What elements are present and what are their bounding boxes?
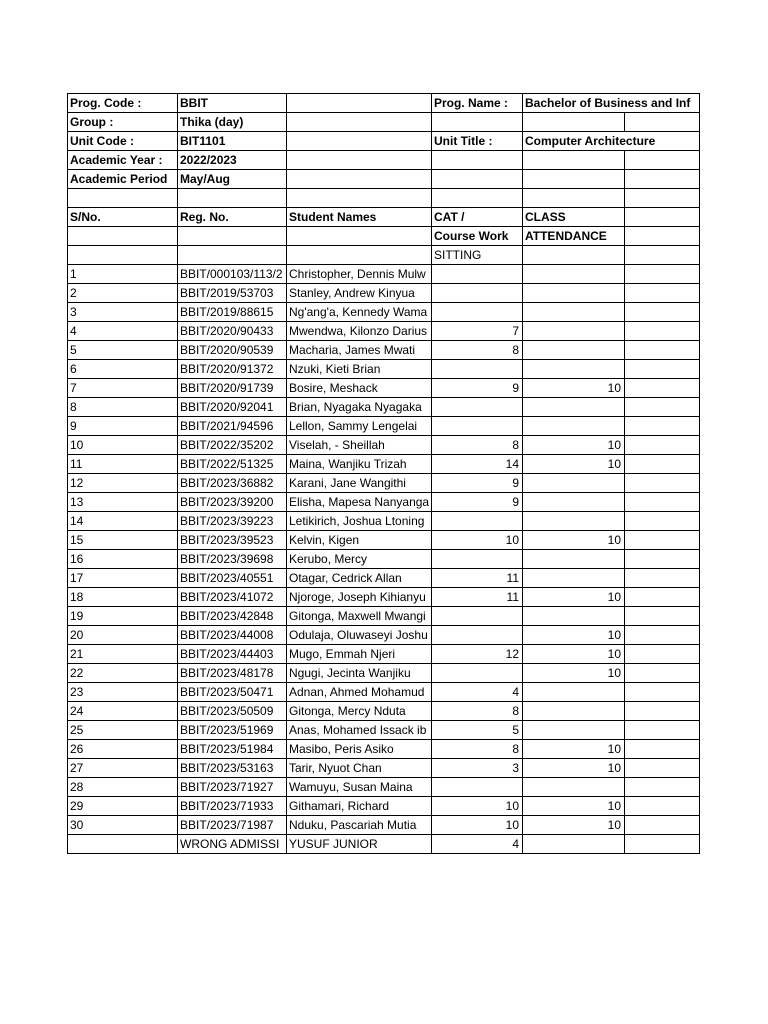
- empty-cell: [625, 303, 700, 322]
- cat-score-cell: [432, 417, 523, 436]
- student-name-cell: Letikirich, Joshua Ltoning: [287, 512, 432, 531]
- empty-cell: [625, 550, 700, 569]
- unit-row: [68, 132, 700, 151]
- cat-header-line2: Course Work: [432, 227, 523, 246]
- attendance-cell: [523, 303, 625, 322]
- empty-cell: [287, 246, 432, 265]
- student-row: [68, 493, 700, 512]
- prog-name-value: Bachelor of Business and Inf: [523, 94, 700, 113]
- attendance-cell: [523, 322, 625, 341]
- cat-score-cell: 8: [432, 436, 523, 455]
- attendance-cell: 10: [523, 797, 625, 816]
- empty-cell: [625, 702, 700, 721]
- attendance-cell: 10: [523, 436, 625, 455]
- cat-score-cell: 10: [432, 797, 523, 816]
- student-name-cell: Macharia, James Mwati: [287, 341, 432, 360]
- empty-cell: [625, 360, 700, 379]
- sno-cell: 22: [68, 664, 178, 683]
- attendance-cell: [523, 493, 625, 512]
- student-row: [68, 778, 700, 797]
- empty-cell: [625, 512, 700, 531]
- empty-cell: [625, 322, 700, 341]
- student-row: [68, 360, 700, 379]
- cat-score-cell: 5: [432, 721, 523, 740]
- attendance-cell: [523, 550, 625, 569]
- student-row: [68, 740, 700, 759]
- empty-cell: [625, 113, 700, 132]
- cat-score-cell: 9: [432, 379, 523, 398]
- student-row: [68, 512, 700, 531]
- student-name-cell: Maina, Wanjiku Trizah: [287, 455, 432, 474]
- empty-cell: [625, 797, 700, 816]
- student-row: [68, 797, 700, 816]
- sno-cell: 3: [68, 303, 178, 322]
- unit-title-value: Computer Architecture: [523, 132, 700, 151]
- academic-period-label: Academic Period: [68, 170, 178, 189]
- student-row: [68, 664, 700, 683]
- empty-cell: [523, 170, 625, 189]
- empty-cell: [432, 189, 523, 208]
- empty-cell: [178, 246, 287, 265]
- student-name-cell: Tarir, Nyuot Chan: [287, 759, 432, 778]
- student-name-cell: Githamari, Richard: [287, 797, 432, 816]
- student-row: [68, 588, 700, 607]
- student-row: [68, 284, 700, 303]
- student-row: [68, 721, 700, 740]
- reg-no-header: Reg. No.: [178, 208, 287, 227]
- attendance-cell: 10: [523, 379, 625, 398]
- student-name-cell: Nduku, Pascariah Mutia: [287, 816, 432, 835]
- reg-no-cell: BBIT/2020/91372: [178, 360, 287, 379]
- empty-cell: [625, 284, 700, 303]
- empty-cell: [625, 379, 700, 398]
- attendance-cell: 10: [523, 531, 625, 550]
- student-name-cell: Odulaja, Oluwaseyi Joshu: [287, 626, 432, 645]
- student-name-cell: Anas, Mohamed Issack ib: [287, 721, 432, 740]
- empty-cell: [523, 189, 625, 208]
- empty-cell: [625, 721, 700, 740]
- cat-score-cell: [432, 626, 523, 645]
- empty-cell: [432, 170, 523, 189]
- student-row: [68, 265, 700, 284]
- student-name-cell: Nzuki, Kieti Brian: [287, 360, 432, 379]
- reg-no-cell: BBIT/2023/50471: [178, 683, 287, 702]
- student-name-cell: Christopher, Dennis Mulw: [287, 265, 432, 284]
- attendance-cell: [523, 721, 625, 740]
- empty-cell: [625, 227, 700, 246]
- student-row: [68, 379, 700, 398]
- reg-no-cell: BBIT/2019/88615: [178, 303, 287, 322]
- academic-year-value: 2022/2023: [178, 151, 287, 170]
- column-header-row-1: [68, 208, 700, 227]
- cat-score-cell: 8: [432, 702, 523, 721]
- reg-no-cell: BBIT/2020/90433: [178, 322, 287, 341]
- empty-cell: [287, 170, 432, 189]
- student-name-cell: Stanley, Andrew Kinyua: [287, 284, 432, 303]
- reg-no-cell: BBIT/2023/36882: [178, 474, 287, 493]
- cat-score-cell: [432, 607, 523, 626]
- cat-score-cell: [432, 265, 523, 284]
- empty-cell: [625, 683, 700, 702]
- empty-cell: [625, 265, 700, 284]
- cat-score-cell: 10: [432, 531, 523, 550]
- sno-cell: 4: [68, 322, 178, 341]
- sno-cell: 5: [68, 341, 178, 360]
- empty-cell: [625, 626, 700, 645]
- cat-score-cell: 4: [432, 683, 523, 702]
- student-name-cell: Karani, Jane Wangithi: [287, 474, 432, 493]
- empty-cell: [523, 246, 625, 265]
- attendance-cell: [523, 683, 625, 702]
- student-row: [68, 626, 700, 645]
- reg-no-cell: BBIT/2022/51325: [178, 455, 287, 474]
- reg-no-cell: BBIT/000103/113/2: [178, 265, 287, 284]
- cat-score-cell: 7: [432, 322, 523, 341]
- student-name-cell: Gitonga, Maxwell Mwangi: [287, 607, 432, 626]
- empty-cell: [287, 94, 432, 113]
- empty-cell: [625, 531, 700, 550]
- class-header-line2: ATTENDANCE: [523, 227, 625, 246]
- sno-header: S/No.: [68, 208, 178, 227]
- unit-title-label: Unit Title :: [432, 132, 523, 151]
- academic-period-value: May/Aug: [178, 170, 287, 189]
- reg-no-cell: BBIT/2023/71927: [178, 778, 287, 797]
- sno-cell: 26: [68, 740, 178, 759]
- student-names-header: Student Names: [287, 208, 432, 227]
- empty-cell: [625, 417, 700, 436]
- unit-code-value: BIT1101: [178, 132, 287, 151]
- empty-cell: [287, 151, 432, 170]
- attendance-cell: 10: [523, 759, 625, 778]
- column-header-row-2: [68, 227, 700, 246]
- sno-cell: 15: [68, 531, 178, 550]
- cat-score-cell: [432, 284, 523, 303]
- empty-cell: [287, 227, 432, 246]
- reg-no-cell: BBIT/2023/71987: [178, 816, 287, 835]
- attendance-cell: 10: [523, 740, 625, 759]
- cat-score-cell: 10: [432, 816, 523, 835]
- student-name-cell: Bosire, Meshack: [287, 379, 432, 398]
- student-row: [68, 455, 700, 474]
- attendance-cell: 10: [523, 645, 625, 664]
- attendance-cell: [523, 778, 625, 797]
- student-row: [68, 322, 700, 341]
- academic-year-label: Academic Year :: [68, 151, 178, 170]
- academic-year-row: [68, 151, 700, 170]
- cat-score-cell: [432, 512, 523, 531]
- student-name-cell: Mwendwa, Kilonzo Darius: [287, 322, 432, 341]
- student-name-cell: Lellon, Sammy Lengelai: [287, 417, 432, 436]
- attendance-cell: [523, 341, 625, 360]
- student-name-cell: Njoroge, Joseph Kihianyu: [287, 588, 432, 607]
- class-list-sheet: [67, 93, 700, 854]
- empty-cell: [625, 588, 700, 607]
- student-name-cell: Kelvin, Kigen: [287, 531, 432, 550]
- reg-no-cell: BBIT/2023/51969: [178, 721, 287, 740]
- sno-cell: 24: [68, 702, 178, 721]
- empty-cell: [625, 664, 700, 683]
- empty-cell: [287, 113, 432, 132]
- empty-cell: [523, 151, 625, 170]
- student-row: [68, 607, 700, 626]
- sno-cell: 27: [68, 759, 178, 778]
- student-name-cell: Gitonga, Mercy Nduta: [287, 702, 432, 721]
- empty-cell: [625, 208, 700, 227]
- attendance-cell: [523, 835, 625, 854]
- student-name-cell: Ngugi, Jecinta Wanjiku: [287, 664, 432, 683]
- reg-no-cell: BBIT/2020/91739: [178, 379, 287, 398]
- attendance-cell: 10: [523, 455, 625, 474]
- student-row: [68, 816, 700, 835]
- reg-no-cell: BBIT/2023/44403: [178, 645, 287, 664]
- empty-cell: [625, 835, 700, 854]
- sno-cell: 25: [68, 721, 178, 740]
- student-row: [68, 303, 700, 322]
- group-label: Group :: [68, 113, 178, 132]
- cat-score-cell: 14: [432, 455, 523, 474]
- empty-cell: [625, 246, 700, 265]
- empty-cell: [625, 151, 700, 170]
- attendance-cell: [523, 417, 625, 436]
- reg-no-cell: BBIT/2019/53703: [178, 284, 287, 303]
- attendance-cell: [523, 474, 625, 493]
- empty-cell: [625, 493, 700, 512]
- attendance-cell: [523, 360, 625, 379]
- student-name-cell: Brian, Nyagaka Nyagaka: [287, 398, 432, 417]
- student-row: [68, 398, 700, 417]
- cat-score-cell: 11: [432, 588, 523, 607]
- cat-score-cell: 9: [432, 474, 523, 493]
- attendance-cell: 10: [523, 626, 625, 645]
- empty-cell: [178, 227, 287, 246]
- student-row: [68, 645, 700, 664]
- reg-no-cell: BBIT/2023/53163: [178, 759, 287, 778]
- student-row: [68, 683, 700, 702]
- reg-no-cell: BBIT/2022/35202: [178, 436, 287, 455]
- attendance-cell: [523, 607, 625, 626]
- student-row: [68, 835, 700, 854]
- prog-row: [68, 94, 700, 113]
- reg-no-cell: BBIT/2023/39200: [178, 493, 287, 512]
- cat-score-cell: [432, 398, 523, 417]
- empty-cell: [625, 645, 700, 664]
- attendance-cell: [523, 398, 625, 417]
- sno-cell: 21: [68, 645, 178, 664]
- empty-cell: [625, 607, 700, 626]
- student-name-cell: Otagar, Cedrick Allan: [287, 569, 432, 588]
- student-row: [68, 569, 700, 588]
- sno-cell: 6: [68, 360, 178, 379]
- empty-cell: [68, 246, 178, 265]
- reg-no-cell: BBIT/2023/44008: [178, 626, 287, 645]
- column-header-row-3: [68, 246, 700, 265]
- student-name-cell: Mugo, Emmah Njeri: [287, 645, 432, 664]
- sno-cell: 10: [68, 436, 178, 455]
- academic-period-row: [68, 170, 700, 189]
- reg-no-cell: BBIT/2021/94596: [178, 417, 287, 436]
- unit-code-label: Unit Code :: [68, 132, 178, 151]
- student-name-cell: YUSUF JUNIOR: [287, 835, 432, 854]
- student-row: [68, 550, 700, 569]
- empty-cell: [432, 151, 523, 170]
- sno-cell: 17: [68, 569, 178, 588]
- sno-cell: 18: [68, 588, 178, 607]
- reg-no-cell: BBIT/2023/39523: [178, 531, 287, 550]
- attendance-cell: 10: [523, 816, 625, 835]
- student-name-cell: Masibo, Peris Asiko: [287, 740, 432, 759]
- attendance-cell: [523, 512, 625, 531]
- empty-cell: [625, 569, 700, 588]
- group-value: Thika (day): [178, 113, 287, 132]
- empty-cell: [523, 113, 625, 132]
- attendance-cell: 10: [523, 664, 625, 683]
- cat-score-cell: 3: [432, 759, 523, 778]
- sno-cell: 9: [68, 417, 178, 436]
- student-row: [68, 474, 700, 493]
- student-row: [68, 341, 700, 360]
- empty-cell: [625, 816, 700, 835]
- reg-no-cell: BBIT/2023/50509: [178, 702, 287, 721]
- group-row: [68, 113, 700, 132]
- cat-score-cell: [432, 360, 523, 379]
- empty-cell: [68, 227, 178, 246]
- attendance-cell: [523, 284, 625, 303]
- reg-no-cell: BBIT/2023/42848: [178, 607, 287, 626]
- empty-cell: [625, 436, 700, 455]
- sno-cell: 29: [68, 797, 178, 816]
- student-row: [68, 436, 700, 455]
- prog-code-value: BBIT: [178, 94, 287, 113]
- student-name-cell: Wamuyu, Susan Maina: [287, 778, 432, 797]
- cat-score-cell: [432, 550, 523, 569]
- empty-cell: [625, 455, 700, 474]
- attendance-cell: 10: [523, 588, 625, 607]
- cat-header-line1: CAT /: [432, 208, 523, 227]
- cat-score-cell: [432, 664, 523, 683]
- sno-cell: 2: [68, 284, 178, 303]
- student-name-cell: Ng'ang'a, Kennedy Wama: [287, 303, 432, 322]
- reg-no-cell: BBIT/2023/39223: [178, 512, 287, 531]
- sno-cell: 20: [68, 626, 178, 645]
- sno-cell: 30: [68, 816, 178, 835]
- empty-cell: [178, 189, 287, 208]
- sno-cell: 8: [68, 398, 178, 417]
- cat-score-cell: [432, 778, 523, 797]
- cat-score-cell: [432, 303, 523, 322]
- sno-cell: [68, 835, 178, 854]
- student-name-cell: Adnan, Ahmed Mohamud: [287, 683, 432, 702]
- prog-code-label: Prog. Code :: [68, 94, 178, 113]
- student-row: [68, 531, 700, 550]
- empty-cell: [287, 132, 432, 151]
- sno-cell: 16: [68, 550, 178, 569]
- attendance-cell: [523, 265, 625, 284]
- empty-cell: [287, 189, 432, 208]
- sno-cell: 1: [68, 265, 178, 284]
- reg-no-cell: BBIT/2023/40551: [178, 569, 287, 588]
- reg-no-cell: BBIT/2020/92041: [178, 398, 287, 417]
- class-header-line1: CLASS: [523, 208, 625, 227]
- reg-no-cell: BBIT/2023/51984: [178, 740, 287, 759]
- cat-header-line3: SITTING: [432, 246, 523, 265]
- empty-cell: [432, 113, 523, 132]
- empty-cell: [625, 740, 700, 759]
- student-name-cell: Viselah, - Sheillah: [287, 436, 432, 455]
- reg-no-cell: BBIT/2023/71933: [178, 797, 287, 816]
- sno-cell: 12: [68, 474, 178, 493]
- sno-cell: 11: [68, 455, 178, 474]
- empty-cell: [625, 759, 700, 778]
- student-name-cell: Elisha, Mapesa Nanyanga: [287, 493, 432, 512]
- student-name-cell: Kerubo, Mercy: [287, 550, 432, 569]
- prog-name-label: Prog. Name :: [432, 94, 523, 113]
- sno-cell: 23: [68, 683, 178, 702]
- cat-score-cell: 9: [432, 493, 523, 512]
- reg-no-cell: BBIT/2023/41072: [178, 588, 287, 607]
- cat-score-cell: 8: [432, 740, 523, 759]
- reg-no-cell: WRONG ADMISSI: [178, 835, 287, 854]
- empty-cell: [625, 170, 700, 189]
- sno-cell: 13: [68, 493, 178, 512]
- empty-cell: [625, 474, 700, 493]
- cat-score-cell: 8: [432, 341, 523, 360]
- sno-cell: 28: [68, 778, 178, 797]
- student-row: [68, 417, 700, 436]
- attendance-cell: [523, 569, 625, 588]
- cat-score-cell: 12: [432, 645, 523, 664]
- student-row: [68, 759, 700, 778]
- sno-cell: 14: [68, 512, 178, 531]
- spacer-row: [68, 189, 700, 208]
- attendance-cell: [523, 702, 625, 721]
- reg-no-cell: BBIT/2023/48178: [178, 664, 287, 683]
- empty-cell: [625, 341, 700, 360]
- cat-score-cell: 11: [432, 569, 523, 588]
- empty-cell: [625, 778, 700, 797]
- reg-no-cell: BBIT/2023/39698: [178, 550, 287, 569]
- empty-cell: [68, 189, 178, 208]
- empty-cell: [625, 189, 700, 208]
- reg-no-cell: BBIT/2020/90539: [178, 341, 287, 360]
- cat-score-cell: 4: [432, 835, 523, 854]
- sno-cell: 7: [68, 379, 178, 398]
- empty-cell: [625, 398, 700, 417]
- sno-cell: 19: [68, 607, 178, 626]
- student-row: [68, 702, 700, 721]
